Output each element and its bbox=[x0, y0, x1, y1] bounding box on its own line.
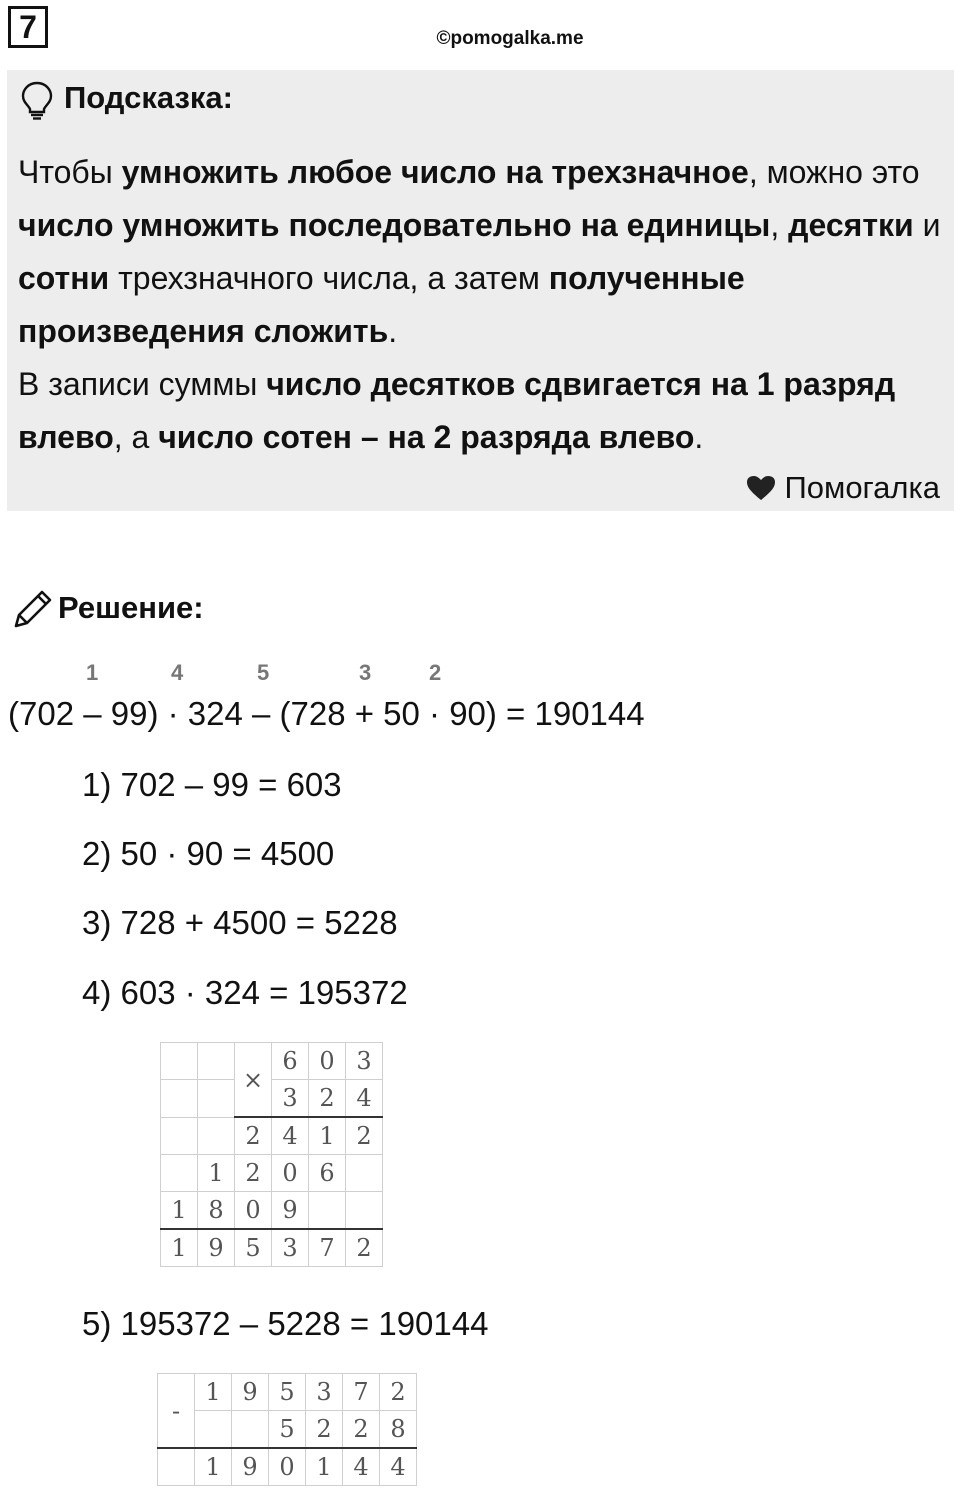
cell: 4 bbox=[343, 1448, 380, 1486]
hint-text: Чтобы умножить любое число на трехзначное, можно это число умножить последовательно на единицы, десятки и сотни трехзначного числа, а затем полученные произведения сложить. В записи суммы число десятков сдвигается на 1 разряд влево, а число сотен – на 2 разряда влево. bbox=[18, 154, 941, 455]
multiply-sign: × bbox=[235, 1043, 272, 1118]
cell: 1 bbox=[306, 1448, 343, 1486]
cell: 8 bbox=[380, 1411, 417, 1449]
signature bbox=[746, 470, 940, 506]
cell: 6 bbox=[309, 1155, 346, 1192]
cell: 1 bbox=[161, 1229, 198, 1267]
cell: 4 bbox=[272, 1117, 309, 1155]
pencil-icon bbox=[10, 588, 54, 632]
cell: 9 bbox=[232, 1374, 269, 1411]
cell: 2 bbox=[306, 1411, 343, 1449]
cell: 2 bbox=[309, 1080, 346, 1118]
task-number: 7 bbox=[8, 6, 48, 48]
cell: 3 bbox=[306, 1374, 343, 1411]
solution-title: Решение: bbox=[58, 590, 204, 625]
cell: 4 bbox=[380, 1448, 417, 1486]
cell: 0 bbox=[309, 1043, 346, 1080]
cell: 5 bbox=[269, 1374, 306, 1411]
step-3: 3) 728 + 4500 = 5228 bbox=[82, 904, 398, 941]
site-watermark: ©pomogalka.me bbox=[436, 28, 584, 49]
cell bbox=[161, 1155, 198, 1192]
cell: 0 bbox=[269, 1448, 306, 1486]
cell bbox=[161, 1080, 198, 1118]
cell: 2 bbox=[346, 1117, 383, 1155]
cell bbox=[346, 1192, 383, 1230]
cell bbox=[158, 1448, 195, 1486]
cell: 6 bbox=[272, 1043, 309, 1080]
cell: 4 bbox=[346, 1080, 383, 1118]
cell: 8 bbox=[198, 1192, 235, 1230]
cell bbox=[346, 1155, 383, 1192]
cell: 2 bbox=[235, 1117, 272, 1155]
subtraction-column bbox=[157, 1373, 417, 1486]
cell bbox=[195, 1411, 232, 1449]
step-1: 1) 702 – 99 = 603 bbox=[82, 766, 342, 803]
minus-sign: - bbox=[158, 1374, 195, 1449]
cell: 1 bbox=[195, 1374, 232, 1411]
cell: 1 bbox=[195, 1448, 232, 1486]
cell bbox=[161, 1117, 198, 1155]
cell: 0 bbox=[272, 1155, 309, 1192]
multiplication-column bbox=[160, 1042, 383, 1267]
cell: 1 bbox=[309, 1117, 346, 1155]
cell bbox=[161, 1043, 198, 1080]
order-mark: 5 bbox=[257, 660, 270, 685]
cell: 5 bbox=[235, 1229, 272, 1267]
cell: 1 bbox=[161, 1192, 198, 1230]
cell: 2 bbox=[343, 1411, 380, 1449]
cell: 2 bbox=[346, 1229, 383, 1267]
heart-icon bbox=[746, 475, 776, 501]
order-mark: 3 bbox=[359, 660, 372, 685]
cell: 2 bbox=[380, 1374, 417, 1411]
step-4: 4) 603 · 324 = 195372 bbox=[82, 974, 408, 1011]
order-mark: 4 bbox=[171, 660, 184, 685]
cell bbox=[198, 1043, 235, 1080]
cell bbox=[198, 1080, 235, 1118]
cell: 5 bbox=[269, 1411, 306, 1449]
cell: 9 bbox=[198, 1229, 235, 1267]
cell: 9 bbox=[272, 1192, 309, 1230]
step-2: 2) 50 · 90 = 4500 bbox=[82, 835, 335, 872]
cell: 3 bbox=[272, 1229, 309, 1267]
order-mark: 2 bbox=[429, 660, 442, 685]
order-mark: 1 bbox=[86, 660, 99, 685]
cell: 7 bbox=[343, 1374, 380, 1411]
cell: 3 bbox=[346, 1043, 383, 1080]
hint-title: Подсказка: bbox=[64, 80, 233, 115]
cell: 2 bbox=[235, 1155, 272, 1192]
step-5: 5) 195372 – 5228 = 190144 bbox=[82, 1305, 489, 1342]
cell: 1 bbox=[198, 1155, 235, 1192]
cell: 3 bbox=[272, 1080, 309, 1118]
main-expression: (702 – 99) · 324 – (728 + 50 · 90) = 190144 bbox=[8, 695, 645, 732]
cell bbox=[198, 1117, 235, 1155]
cell bbox=[309, 1192, 346, 1230]
lightbulb-icon bbox=[20, 80, 54, 120]
cell: 0 bbox=[235, 1192, 272, 1230]
signature-text: Помогалка bbox=[784, 470, 940, 505]
cell: 7 bbox=[309, 1229, 346, 1267]
cell bbox=[232, 1411, 269, 1449]
cell: 9 bbox=[232, 1448, 269, 1486]
